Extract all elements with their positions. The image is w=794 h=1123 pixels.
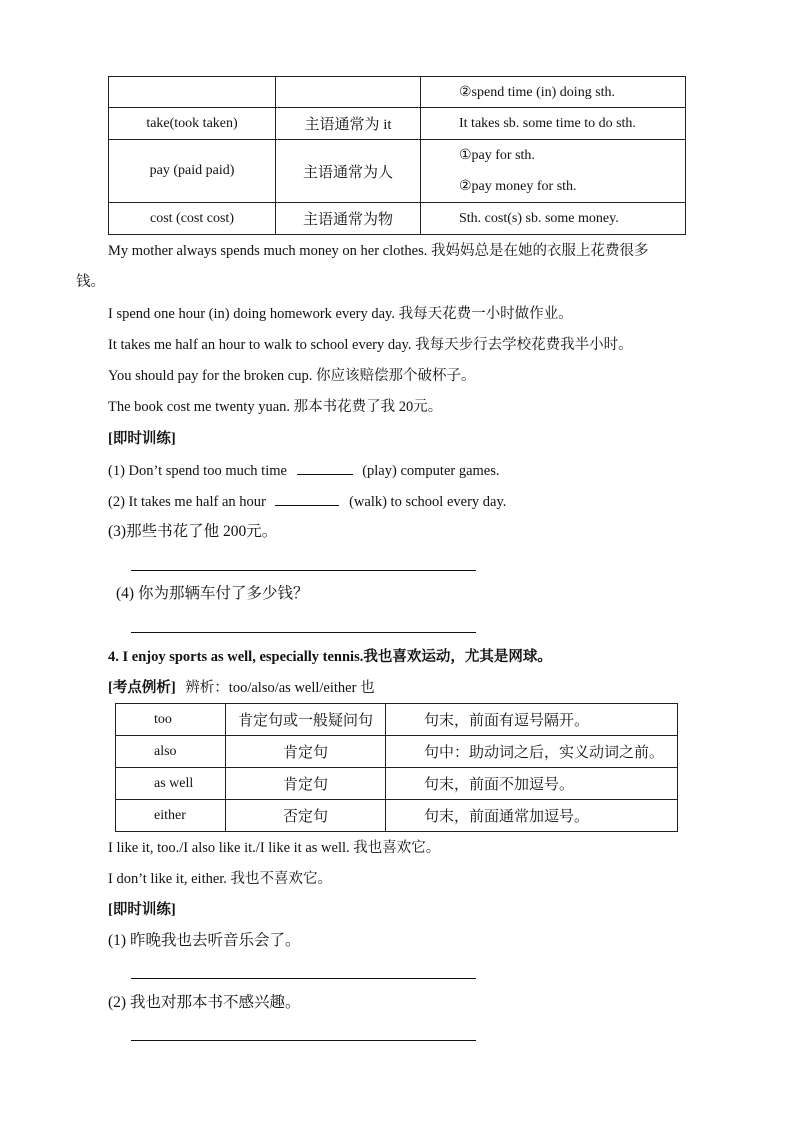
question-text: (play) computer games.	[362, 463, 500, 479]
cell-line: ①pay for sth.	[459, 148, 535, 163]
table-cell	[421, 140, 686, 203]
table-cell: 肯定句	[226, 736, 386, 768]
section-subtitle	[108, 678, 375, 698]
fill-blank[interactable]	[275, 491, 339, 506]
subtitle-text: 辨析：too/also/as well/either 也	[185, 680, 375, 696]
section-title: 4. I enjoy sports as well, especially tennis.我也喜欢运动，尤其是网球。	[108, 649, 552, 665]
answer-line[interactable]	[131, 978, 476, 979]
example-sentence: I like it, too./I also like it./I like it as well. 我也喜欢它。	[108, 840, 441, 856]
example-sentence-continued: 钱。	[76, 274, 105, 290]
table-row	[109, 140, 686, 203]
example-sentence: I don’t like it, either. 我也不喜欢它。	[108, 871, 333, 887]
example-sentence: The book cost me twenty yuan. 那本书花费了我 20元。	[108, 399, 443, 415]
table-cell: also	[116, 736, 226, 768]
table-cell: Sth. cost(s) sb. some money.	[421, 203, 686, 235]
table-cell: cost (cost cost)	[109, 203, 276, 235]
table-row	[116, 768, 678, 800]
table-cell: 否定句	[226, 800, 386, 832]
practice-question	[108, 491, 506, 512]
table-cell: too	[116, 704, 226, 736]
table-cell: 主语通常为 it	[276, 108, 421, 140]
practice-question: (4) 你为那辆车付了多少钱？	[116, 585, 309, 602]
question-text: (1) Don’t spend too much time	[108, 463, 287, 479]
verb-usage-table	[108, 76, 686, 235]
practice-question	[108, 460, 500, 481]
table-cell: pay (paid paid)	[109, 140, 276, 203]
table-cell: 句末，前面不加逗号。	[386, 768, 678, 800]
table-cell	[109, 77, 276, 108]
table-cell: 句中：助动词之后，实义动词之前。	[386, 736, 678, 768]
practice-question: (3)那些书花了他 200元。	[108, 523, 278, 540]
answer-line[interactable]	[131, 570, 476, 571]
table-cell: 句末，前面有逗号隔开。	[386, 704, 678, 736]
table-cell: 主语通常为物	[276, 203, 421, 235]
practice-question: (2) 我也对那本书不感兴趣。	[108, 994, 301, 1011]
practice-heading: [即时训练]	[108, 902, 176, 918]
table-row	[109, 77, 686, 108]
example-sentence: You should pay for the broken cup. 你应该赔偿那个破杯子。	[108, 368, 476, 384]
practice-question: (1) 昨晚我也去听音乐会了。	[108, 932, 301, 949]
cell-line: ②pay money for sth.	[459, 179, 577, 194]
table-cell: as well	[116, 768, 226, 800]
table-cell: ②spend time (in) doing sth.	[421, 77, 686, 108]
comparison-table	[115, 703, 678, 832]
table-cell	[276, 77, 421, 108]
question-text: (2) It takes me half an hour	[108, 494, 266, 510]
table-cell: 主语通常为人	[276, 140, 421, 203]
fill-blank[interactable]	[297, 460, 353, 475]
answer-line[interactable]	[131, 1040, 476, 1041]
table-cell: either	[116, 800, 226, 832]
table-row	[116, 704, 678, 736]
example-sentence: I spend one hour (in) doing homework every day. 我每天花费一小时做作业。	[108, 306, 573, 322]
table-cell: take(took taken)	[109, 108, 276, 140]
section-tag: [考点例析]	[108, 680, 176, 696]
table-cell: 句末，前面通常加逗号。	[386, 800, 678, 832]
table-row	[116, 736, 678, 768]
question-text: (walk) to school every day.	[349, 494, 507, 510]
table-cell: 肯定句或一般疑问句	[226, 704, 386, 736]
example-sentence: My mother always spends much money on her clothes. 我妈妈总是在她的衣服上花费很多	[108, 243, 649, 259]
answer-line[interactable]	[131, 632, 476, 633]
example-sentence: It takes me half an hour to walk to school every day. 我每天步行去学校花费我半小时。	[108, 337, 633, 353]
table-row	[116, 800, 678, 832]
table-row	[109, 108, 686, 140]
practice-heading: [即时训练]	[108, 431, 176, 447]
table-row	[109, 203, 686, 235]
table-cell: 肯定句	[226, 768, 386, 800]
table-cell: It takes sb. some time to do sth.	[421, 108, 686, 140]
